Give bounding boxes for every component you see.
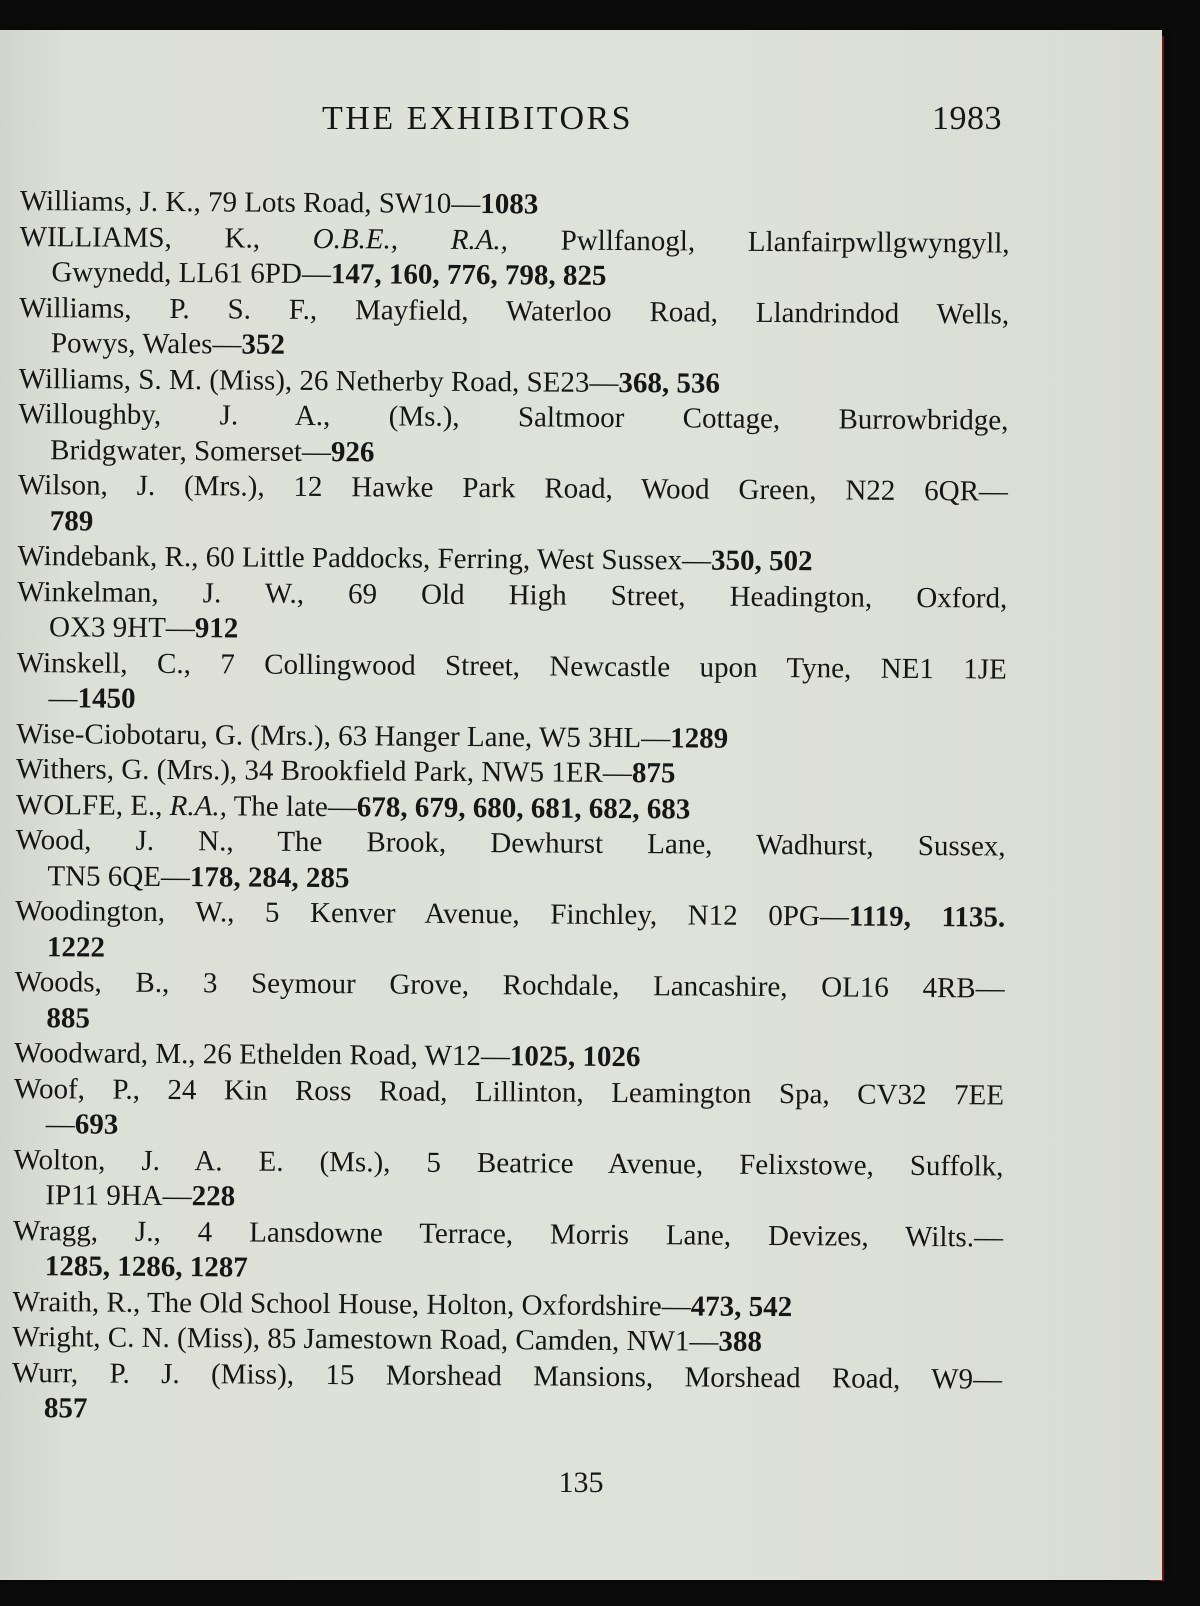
entry-continuation-line (17, 610, 1007, 652)
catalogue-numbers: 388 (718, 1325, 762, 1358)
catalogue-numbers: 1450 (77, 682, 136, 715)
catalogue-numbers: 693 (74, 1108, 119, 1141)
entry-line (18, 468, 1008, 510)
exhibitor-entry (18, 397, 1008, 475)
catalogue-numbers: 352 (241, 328, 286, 361)
entry-line (12, 1355, 1002, 1397)
entry-continuation-line (12, 1391, 1002, 1433)
catalogue-numbers: 875 (631, 757, 676, 790)
entry-text: Withers, G. (Mrs.), 34 Brookfield Park, NW5 1ER— (16, 752, 633, 790)
catalogue-numbers: 350, 502 (710, 544, 813, 578)
exhibitor-entry (14, 965, 1004, 1043)
entry-line (16, 752, 1006, 794)
entry-line (14, 1036, 1004, 1078)
entry-line (20, 184, 1010, 226)
exhibitor-entry (17, 574, 1007, 652)
exhibitor-entry (19, 219, 1009, 297)
entry-text: Williams, S. M. (Miss), 26 Netherby Road, SE23— (18, 362, 619, 399)
entry-continuation-line (19, 255, 1009, 297)
entry-text: Wilson, J. (Mrs.), 12 Hawke Park Road, Wood Green, N22 6QR— (17, 468, 1009, 508)
entry-line (15, 894, 1005, 936)
entry-line (17, 645, 1007, 687)
entry-text: Pwllfanogl, Llanfairpwllgwyngyll, (507, 223, 1010, 260)
entry-text: Winkelman, J. W., 69 Old High Street, Headington, Oxford, (17, 575, 1008, 615)
entry-line (12, 1320, 1002, 1362)
exhibitor-entry (18, 468, 1008, 546)
entry-text: Gwynedd, LL61 6PD— (51, 256, 332, 291)
book-page (0, 30, 1162, 1580)
catalogue-numbers: 368, 536 (618, 366, 721, 400)
catalogue-numbers: 857 (43, 1392, 88, 1425)
entry-line (17, 539, 1007, 581)
exhibitor-entry (12, 1320, 1002, 1362)
entry-honours: O.B.E., R.A., (312, 222, 509, 256)
entry-text: Windebank, R., 60 Little Paddocks, Ferring, West Sussex— (17, 539, 712, 577)
entry-text: Williams, P. S. F., Mayfield, Waterloo Road, Llandrindod Wells, (19, 291, 1010, 331)
exhibitor-entry (16, 645, 1006, 723)
catalogue-numbers: 1025, 1026 (509, 1040, 641, 1074)
catalogue-numbers: 789 (49, 504, 94, 537)
exhibitor-entry (17, 539, 1007, 581)
entry-continuation-line (19, 326, 1009, 368)
entry-text: Wraith, R., The Old School House, Holton, Oxfordshire— (12, 1285, 691, 1322)
catalogue-numbers: 228 (191, 1180, 236, 1213)
entry-honours: R.A., (169, 789, 228, 822)
catalogue-numbers: 678, 679, 680, 681, 682, 683 (356, 790, 691, 825)
entry-text: Wise-Ciobotaru, G. (Mrs.), 63 Hanger Lane, W5 3HL— (16, 717, 671, 754)
catalogue-numbers: 1222 (46, 930, 106, 964)
entry-text: WILLIAMS, K., (19, 220, 313, 255)
page-number: 135 (558, 1466, 604, 1499)
entry-line (14, 1071, 1004, 1113)
entry-text: Woodington, W., 5 Kenver Avenue, Finchley, N12 0PG— (15, 894, 849, 933)
entry-text: — (45, 1108, 75, 1141)
catalogue-numbers: 178, 284, 285 (189, 860, 350, 894)
exhibitor-entry (16, 752, 1006, 794)
exhibitor-entry (13, 1142, 1003, 1220)
exhibitor-entry (15, 894, 1005, 972)
entry-continuation-line (13, 1178, 1003, 1220)
exhibitor-list (12, 184, 1010, 1433)
entry-text: Wurr, P. J. (Miss), 15 Morshead Mansions, Morshead Road, W9— (12, 1356, 1003, 1396)
entry-text: The late— (226, 789, 357, 823)
entry-text: IP11 9HA— (45, 1179, 192, 1213)
exhibitor-entry (20, 184, 1010, 226)
page-title: THE EXHIBITORS (322, 100, 634, 137)
entry-continuation-line (13, 1249, 1003, 1291)
catalogue-numbers: 912 (194, 612, 239, 645)
entry-text: WOLFE, E., (15, 788, 170, 822)
entry-text: — (48, 682, 78, 715)
catalogue-numbers: 885 (46, 1001, 91, 1034)
entry-text: Woof, P., 24 Kin Ross Road, Lillinton, Leamington Spa, CV32 7EE (13, 1072, 1005, 1112)
exhibitor-entry (12, 1355, 1002, 1433)
catalogue-numbers: 926 (330, 435, 375, 468)
entry-text: Wolton, J. A. E. (Ms.), 5 Beatrice Avenue, Felixstowe, Suffolk, (13, 1143, 1004, 1183)
entry-text: Woods, B., 3 Seymour Grove, Rochdale, Lancashire, OL16 4RB— (14, 965, 1005, 1005)
entry-line (15, 965, 1005, 1007)
entry-text: Williams, J. K., 79 Lots Road, SW10— (19, 184, 481, 221)
catalogue-numbers: 1285, 1286, 1287 (44, 1250, 248, 1284)
entry-text: TN5 6QE— (47, 859, 191, 893)
entry-text: OX3 9HT— (48, 611, 195, 645)
catalogue-numbers: 473, 542 (690, 1289, 793, 1323)
running-header (0, 100, 1162, 140)
exhibitor-entry (14, 1071, 1004, 1149)
entry-text: Powys, Wales— (50, 327, 242, 361)
catalogue-numbers: 1119, 1135. (848, 900, 1006, 934)
entry-text: Bridgwater, Somerset— (50, 433, 332, 468)
catalogue-numbers: 1289 (670, 721, 729, 755)
entry-text: Wragg, J., 4 Lansdowne Terrace, Morris Lane, Devizes, Wilts.— (12, 1214, 1004, 1254)
entry-text: Willoughby, J. A., (Ms.), Saltmoor Cottage, Burrowbridge, (18, 397, 1009, 437)
catalogue-numbers: 147, 160, 776, 798, 825 (330, 258, 607, 292)
entry-text: Wright, C. N. (Miss), 85 Jamestown Road, Camden, NW1— (12, 1320, 719, 1358)
header-year: 1983 (932, 100, 1002, 137)
entry-text: Woodward, M., 26 Ethelden Road, W12— (14, 1036, 511, 1073)
exhibitor-entry (19, 290, 1009, 368)
entry-text: Winskell, C., 7 Collingwood Street, Newcastle upon Tyne, NE1 1JE (16, 646, 1007, 686)
entry-text: Wood, J. N., The Brook, Dewhurst Lane, Wadhurst, Sussex, (15, 823, 1006, 863)
exhibitor-entry (15, 823, 1005, 901)
entry-line (16, 823, 1006, 865)
catalogue-numbers: 1083 (480, 188, 539, 221)
entry-line (18, 397, 1008, 439)
exhibitor-entry (14, 1036, 1004, 1078)
exhibitor-entry (13, 1213, 1003, 1291)
